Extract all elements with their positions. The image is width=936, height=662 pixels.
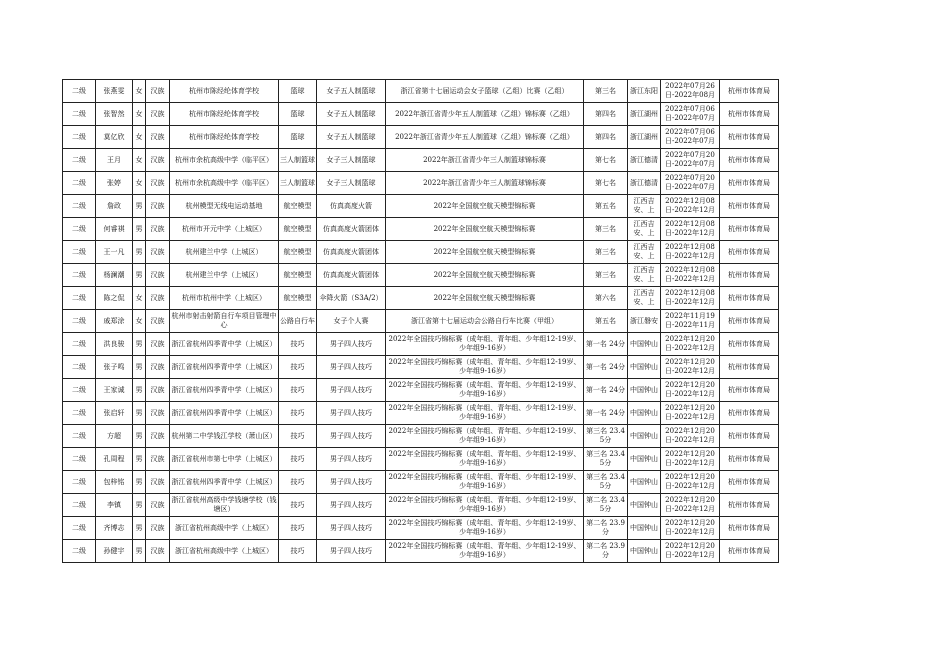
rank-cell: 第三名	[584, 80, 628, 103]
gender-cell: 女	[133, 80, 146, 103]
school-cell: 杭州市杭州中学（上城区）	[170, 287, 279, 310]
table-row	[63, 517, 779, 540]
location-cell: 浙江磐安	[628, 310, 661, 333]
authority-cell: 杭州市体育局	[720, 471, 779, 494]
ethnicity-cell: 汉族	[146, 241, 170, 264]
authority-cell: 杭州市体育局	[720, 494, 779, 517]
gender-cell: 男	[133, 517, 146, 540]
event-cell: 仿真高度火箭	[317, 195, 386, 218]
dates-cell: 2022年12月08日-2022年12月	[661, 287, 720, 310]
level-cell: 二级	[63, 333, 96, 356]
school-cell: 杭州市射击射箭自行车项目管理中心	[170, 310, 279, 333]
authority-cell: 杭州市体育局	[720, 149, 779, 172]
gender-cell: 女	[133, 126, 146, 149]
dates-cell: 2022年12月20日-2022年12月	[661, 425, 720, 448]
name-cell: 张智然	[96, 103, 133, 126]
table-row	[63, 494, 779, 517]
ethnicity-cell: 汉族	[146, 448, 170, 471]
competition-cell: 2022年全国技巧锦标赛（成年组、青年组、少年组12-19岁、少年组9-16岁）	[386, 356, 584, 379]
authority-cell: 杭州市体育局	[720, 425, 779, 448]
location-cell: 江西吉安、上	[628, 287, 661, 310]
sport-cell: 技巧	[279, 448, 317, 471]
competition-cell: 2022年全国技巧锦标赛（成年组、青年组、少年组12-19岁、少年组9-16岁）	[386, 379, 584, 402]
school-cell: 杭州市开元中学（上城区）	[170, 218, 279, 241]
name-cell: 何睿祺	[96, 218, 133, 241]
location-cell: 中国钟山	[628, 540, 661, 563]
name-cell: 詹政	[96, 195, 133, 218]
table-row	[63, 241, 779, 264]
sport-cell: 技巧	[279, 517, 317, 540]
sport-cell: 航空模型	[279, 241, 317, 264]
school-cell: 杭州市陈经纶体育学校	[170, 80, 279, 103]
dates-cell: 2022年12月20日-2022年12月	[661, 471, 720, 494]
table-body	[63, 80, 779, 563]
ethnicity-cell: 汉族	[146, 425, 170, 448]
school-cell: 浙江省杭州四季青中学（上城区）	[170, 333, 279, 356]
ethnicity-cell: 汉族	[146, 80, 170, 103]
ethnicity-cell: 汉族	[146, 310, 170, 333]
authority-cell: 杭州市体育局	[720, 379, 779, 402]
level-cell: 二级	[63, 287, 96, 310]
ethnicity-cell: 汉族	[146, 471, 170, 494]
rank-cell: 第三名 23.45分	[584, 425, 628, 448]
name-cell: 莫亿欣	[96, 126, 133, 149]
school-cell: 浙江省杭州四季青中学（上城区）	[170, 402, 279, 425]
rank-cell: 第四名	[584, 126, 628, 149]
level-cell: 二级	[63, 379, 96, 402]
authority-cell: 杭州市体育局	[720, 287, 779, 310]
ethnicity-cell: 汉族	[146, 126, 170, 149]
name-cell: 洪良骏	[96, 333, 133, 356]
sport-cell: 航空模型	[279, 264, 317, 287]
sport-cell: 三人制篮球	[279, 149, 317, 172]
name-cell: 杨澜潮	[96, 264, 133, 287]
authority-cell: 杭州市体育局	[720, 218, 779, 241]
sport-cell: 技巧	[279, 471, 317, 494]
location-cell: 浙江东阳	[628, 80, 661, 103]
dates-cell: 2022年12月20日-2022年12月	[661, 494, 720, 517]
dates-cell: 2022年12月08日-2022年12月	[661, 264, 720, 287]
name-cell: 孔周程	[96, 448, 133, 471]
authority-cell: 杭州市体育局	[720, 517, 779, 540]
event-cell: 女子三人制篮球	[317, 149, 386, 172]
competition-cell: 2022年全国技巧锦标赛（成年组、青年组、少年组12-19岁、少年组9-16岁）	[386, 425, 584, 448]
location-cell: 中国钟山	[628, 425, 661, 448]
location-cell: 中国钟山	[628, 448, 661, 471]
location-cell: 中国钟山	[628, 494, 661, 517]
level-cell: 二级	[63, 494, 96, 517]
level-cell: 二级	[63, 517, 96, 540]
ethnicity-cell: 汉族	[146, 540, 170, 563]
ethnicity-cell: 汉族	[146, 264, 170, 287]
competition-cell: 2022年浙江省青少年三人制篮球锦标赛	[386, 172, 584, 195]
event-cell: 女子三人制篮球	[317, 172, 386, 195]
competition-cell: 2022年全国航空航天模型锦标赛	[386, 287, 584, 310]
sport-cell: 技巧	[279, 425, 317, 448]
sport-cell: 航空模型	[279, 287, 317, 310]
school-cell: 杭州市余杭高级中学（临平区）	[170, 172, 279, 195]
dates-cell: 2022年12月20日-2022年12月	[661, 356, 720, 379]
table-row	[63, 172, 779, 195]
school-cell: 杭州模型无线电运动基地	[170, 195, 279, 218]
event-cell: 女子个人赛	[317, 310, 386, 333]
sport-cell: 技巧	[279, 402, 317, 425]
competition-cell: 2022年全国技巧锦标赛（成年组、青年组、少年组12-19岁、少年组9-16岁）	[386, 540, 584, 563]
gender-cell: 男	[133, 333, 146, 356]
level-cell: 二级	[63, 448, 96, 471]
sport-cell: 技巧	[279, 540, 317, 563]
ethnicity-cell: 汉族	[146, 402, 170, 425]
sport-cell: 三人制篮球	[279, 172, 317, 195]
event-cell: 伞降火箭（S3A/2）	[317, 287, 386, 310]
name-cell: 方超	[96, 425, 133, 448]
table-row	[63, 264, 779, 287]
level-cell: 二级	[63, 471, 96, 494]
authority-cell: 杭州市体育局	[720, 241, 779, 264]
sport-cell: 技巧	[279, 356, 317, 379]
level-cell: 二级	[63, 149, 96, 172]
table-row	[63, 333, 779, 356]
dates-cell: 2022年07月06日-2022年07月	[661, 126, 720, 149]
table-row	[63, 287, 779, 310]
competition-cell: 2022年全国技巧锦标赛（成年组、青年组、少年组12-19岁、少年组9-16岁）	[386, 517, 584, 540]
ethnicity-cell: 汉族	[146, 218, 170, 241]
rank-cell: 第七名	[584, 149, 628, 172]
event-cell: 女子五人制篮球	[317, 103, 386, 126]
table-row	[63, 425, 779, 448]
rank-cell: 第五名	[584, 310, 628, 333]
sport-cell: 技巧	[279, 379, 317, 402]
ethnicity-cell: 汉族	[146, 195, 170, 218]
gender-cell: 女	[133, 149, 146, 172]
ethnicity-cell: 汉族	[146, 494, 170, 517]
dates-cell: 2022年12月20日-2022年12月	[661, 402, 720, 425]
event-cell: 仿真高度火箭团体	[317, 264, 386, 287]
event-cell: 男子四人技巧	[317, 333, 386, 356]
dates-cell: 2022年12月08日-2022年12月	[661, 218, 720, 241]
competition-cell: 2022年全国航空航天模型锦标赛	[386, 195, 584, 218]
event-cell: 女子五人制篮球	[317, 126, 386, 149]
rank-cell: 第六名	[584, 287, 628, 310]
competition-cell: 2022年全国技巧锦标赛（成年组、青年组、少年组12-19岁、少年组9-16岁）	[386, 448, 584, 471]
level-cell: 二级	[63, 218, 96, 241]
dates-cell: 2022年07月20日-2022年07月	[661, 172, 720, 195]
dates-cell: 2022年12月20日-2022年12月	[661, 379, 720, 402]
authority-cell: 杭州市体育局	[720, 172, 779, 195]
ethnicity-cell: 汉族	[146, 287, 170, 310]
rank-cell: 第四名	[584, 103, 628, 126]
gender-cell: 男	[133, 448, 146, 471]
gender-cell: 男	[133, 402, 146, 425]
location-cell: 中国钟山	[628, 379, 661, 402]
gender-cell: 男	[133, 264, 146, 287]
location-cell: 浙江湖州	[628, 103, 661, 126]
location-cell: 江西吉安、上	[628, 264, 661, 287]
event-cell: 男子四人技巧	[317, 402, 386, 425]
level-cell: 二级	[63, 310, 96, 333]
rank-cell: 第三名	[584, 264, 628, 287]
dates-cell: 2022年12月08日-2022年12月	[661, 241, 720, 264]
event-cell: 男子四人技巧	[317, 425, 386, 448]
rank-cell: 第二名 23.9分	[584, 540, 628, 563]
school-cell: 杭州市余杭高级中学（临平区）	[170, 149, 279, 172]
ethnicity-cell: 汉族	[146, 356, 170, 379]
dates-cell: 2022年12月20日-2022年12月	[661, 517, 720, 540]
gender-cell: 男	[133, 540, 146, 563]
level-cell: 二级	[63, 103, 96, 126]
location-cell: 江西吉安、上	[628, 241, 661, 264]
name-cell: 王家诚	[96, 379, 133, 402]
table-row	[63, 402, 779, 425]
location-cell: 浙江湖州	[628, 126, 661, 149]
name-cell: 张婷	[96, 172, 133, 195]
sport-cell: 篮球	[279, 80, 317, 103]
location-cell: 中国钟山	[628, 356, 661, 379]
event-cell: 仿真高度火箭团体	[317, 218, 386, 241]
event-cell: 男子四人技巧	[317, 356, 386, 379]
table-row	[63, 540, 779, 563]
competition-cell: 2022年全国技巧锦标赛（成年组、青年组、少年组12-19岁、少年组9-16岁）	[386, 494, 584, 517]
dates-cell: 2022年07月20日-2022年07月	[661, 149, 720, 172]
rank-cell: 第七名	[584, 172, 628, 195]
competition-cell: 浙江省第十七届运动会女子篮球（乙组）比赛（乙组）	[386, 80, 584, 103]
name-cell: 王月	[96, 149, 133, 172]
athlete-award-table	[62, 79, 779, 563]
name-cell: 戚郑涂	[96, 310, 133, 333]
authority-cell: 杭州市体育局	[720, 402, 779, 425]
rank-cell: 第一名 24分	[584, 333, 628, 356]
event-cell: 男子四人技巧	[317, 494, 386, 517]
competition-cell: 浙江省第十七届运动会公路自行车比赛（甲组）	[386, 310, 584, 333]
school-cell: 浙江省杭州四季青中学（上城区）	[170, 471, 279, 494]
table-row	[63, 356, 779, 379]
dates-cell: 2022年12月08日-2022年12月	[661, 195, 720, 218]
location-cell: 浙江德清	[628, 172, 661, 195]
rank-cell: 第一名 24分	[584, 356, 628, 379]
location-cell: 中国钟山	[628, 471, 661, 494]
sport-cell: 航空模型	[279, 218, 317, 241]
table-row	[63, 126, 779, 149]
competition-cell: 2022年浙江省青少年五人制篮球（乙组）锦标赛（乙组）	[386, 126, 584, 149]
competition-cell: 2022年全国技巧锦标赛（成年组、青年组、少年组12-19岁、少年组9-16岁）	[386, 402, 584, 425]
competition-cell: 2022年浙江省青少年三人制篮球锦标赛	[386, 149, 584, 172]
table-row	[63, 80, 779, 103]
authority-cell: 杭州市体育局	[720, 264, 779, 287]
dates-cell: 2022年07月06日-2022年07月	[661, 103, 720, 126]
authority-cell: 杭州市体育局	[720, 310, 779, 333]
gender-cell: 女	[133, 310, 146, 333]
location-cell: 江西吉安、上	[628, 195, 661, 218]
school-cell: 杭州建兰中学（上城区）	[170, 241, 279, 264]
school-cell: 浙江省杭州市第七中学（上城区）	[170, 448, 279, 471]
table-row	[63, 471, 779, 494]
location-cell: 江西吉安、上	[628, 218, 661, 241]
rank-cell: 第五名	[584, 195, 628, 218]
authority-cell: 杭州市体育局	[720, 540, 779, 563]
school-cell: 杭州市陈经纶体育学校	[170, 126, 279, 149]
table-row	[63, 448, 779, 471]
rank-cell: 第三名	[584, 218, 628, 241]
level-cell: 二级	[63, 195, 96, 218]
rank-cell: 第三名	[584, 241, 628, 264]
competition-cell: 2022年浙江省青少年五人制篮球（乙组）锦标赛（乙组）	[386, 103, 584, 126]
school-cell: 浙江省杭州四季青中学（上城区）	[170, 379, 279, 402]
authority-cell: 杭州市体育局	[720, 448, 779, 471]
gender-cell: 女	[133, 287, 146, 310]
name-cell: 张启轩	[96, 402, 133, 425]
ethnicity-cell: 汉族	[146, 517, 170, 540]
event-cell: 男子四人技巧	[317, 540, 386, 563]
event-cell: 男子四人技巧	[317, 517, 386, 540]
sport-cell: 篮球	[279, 126, 317, 149]
authority-cell: 杭州市体育局	[720, 103, 779, 126]
name-cell: 包梓铭	[96, 471, 133, 494]
gender-cell: 男	[133, 471, 146, 494]
name-cell: 张子鸣	[96, 356, 133, 379]
school-cell: 杭州市陈经纶体育学校	[170, 103, 279, 126]
authority-cell: 杭州市体育局	[720, 333, 779, 356]
gender-cell: 女	[133, 172, 146, 195]
table-row	[63, 218, 779, 241]
level-cell: 二级	[63, 264, 96, 287]
school-cell: 杭州建兰中学（上城区）	[170, 264, 279, 287]
name-cell: 孙健宇	[96, 540, 133, 563]
gender-cell: 男	[133, 218, 146, 241]
location-cell: 中国钟山	[628, 517, 661, 540]
ethnicity-cell: 汉族	[146, 149, 170, 172]
gender-cell: 男	[133, 356, 146, 379]
table-row	[63, 103, 779, 126]
school-cell: 浙江省杭州四季青中学（上城区）	[170, 356, 279, 379]
table-row	[63, 379, 779, 402]
name-cell: 陈之侃	[96, 287, 133, 310]
table-row	[63, 149, 779, 172]
event-cell: 男子四人技巧	[317, 379, 386, 402]
school-cell: 浙江省杭州高级中学（上城区）	[170, 540, 279, 563]
rank-cell: 第二名 23.45分	[584, 494, 628, 517]
sport-cell: 技巧	[279, 333, 317, 356]
rank-cell: 第三名 23.45分	[584, 471, 628, 494]
table-row	[63, 310, 779, 333]
rank-cell: 第二名 23.9分	[584, 517, 628, 540]
rank-cell: 第一名 24分	[584, 402, 628, 425]
table-row	[63, 195, 779, 218]
name-cell: 王一凡	[96, 241, 133, 264]
gender-cell: 男	[133, 379, 146, 402]
location-cell: 中国钟山	[628, 402, 661, 425]
event-cell: 女子五人制篮球	[317, 80, 386, 103]
authority-cell: 杭州市体育局	[720, 356, 779, 379]
name-cell: 张燕雯	[96, 80, 133, 103]
level-cell: 二级	[63, 425, 96, 448]
location-cell: 浙江德清	[628, 149, 661, 172]
dates-cell: 2022年07月26日-2022年08月	[661, 80, 720, 103]
dates-cell: 2022年11月19日-2022年11月	[661, 310, 720, 333]
competition-cell: 2022年全国技巧锦标赛（成年组、青年组、少年组12-19岁、少年组9-16岁）	[386, 471, 584, 494]
event-cell: 男子四人技巧	[317, 448, 386, 471]
dates-cell: 2022年12月20日-2022年12月	[661, 448, 720, 471]
dates-cell: 2022年12月20日-2022年12月	[661, 333, 720, 356]
dates-cell: 2022年12月20日-2022年12月	[661, 540, 720, 563]
gender-cell: 男	[133, 241, 146, 264]
name-cell: 齐博志	[96, 517, 133, 540]
gender-cell: 女	[133, 103, 146, 126]
level-cell: 二级	[63, 80, 96, 103]
sport-cell: 技巧	[279, 494, 317, 517]
ethnicity-cell: 汉族	[146, 379, 170, 402]
location-cell: 中国钟山	[628, 333, 661, 356]
rank-cell: 第一名 24分	[584, 379, 628, 402]
level-cell: 二级	[63, 241, 96, 264]
school-cell: 浙江省杭州高级中学钱塘学校（钱塘区）	[170, 494, 279, 517]
ethnicity-cell: 汉族	[146, 172, 170, 195]
gender-cell: 男	[133, 494, 146, 517]
authority-cell: 杭州市体育局	[720, 80, 779, 103]
ethnicity-cell: 汉族	[146, 103, 170, 126]
event-cell: 仿真高度火箭团体	[317, 241, 386, 264]
ethnicity-cell: 汉族	[146, 333, 170, 356]
sport-cell: 航空模型	[279, 195, 317, 218]
level-cell: 二级	[63, 540, 96, 563]
level-cell: 二级	[63, 402, 96, 425]
sport-cell: 篮球	[279, 103, 317, 126]
school-cell: 杭州第二中学钱江学校（萧山区）	[170, 425, 279, 448]
competition-cell: 2022年全国航空航天模型锦标赛	[386, 218, 584, 241]
level-cell: 二级	[63, 356, 96, 379]
level-cell: 二级	[63, 126, 96, 149]
rank-cell: 第三名 23.45分	[584, 448, 628, 471]
sport-cell: 公路自行车	[279, 310, 317, 333]
gender-cell: 男	[133, 425, 146, 448]
authority-cell: 杭州市体育局	[720, 195, 779, 218]
gender-cell: 男	[133, 195, 146, 218]
level-cell: 二级	[63, 172, 96, 195]
school-cell: 浙江省杭州高级中学（上城区）	[170, 517, 279, 540]
event-cell: 男子四人技巧	[317, 471, 386, 494]
authority-cell: 杭州市体育局	[720, 126, 779, 149]
competition-cell: 2022年全国技巧锦标赛（成年组、青年组、少年组12-19岁、少年组9-16岁）	[386, 333, 584, 356]
name-cell: 李镇	[96, 494, 133, 517]
competition-cell: 2022年全国航空航天模型锦标赛	[386, 241, 584, 264]
competition-cell: 2022年全国航空航天模型锦标赛	[386, 264, 584, 287]
